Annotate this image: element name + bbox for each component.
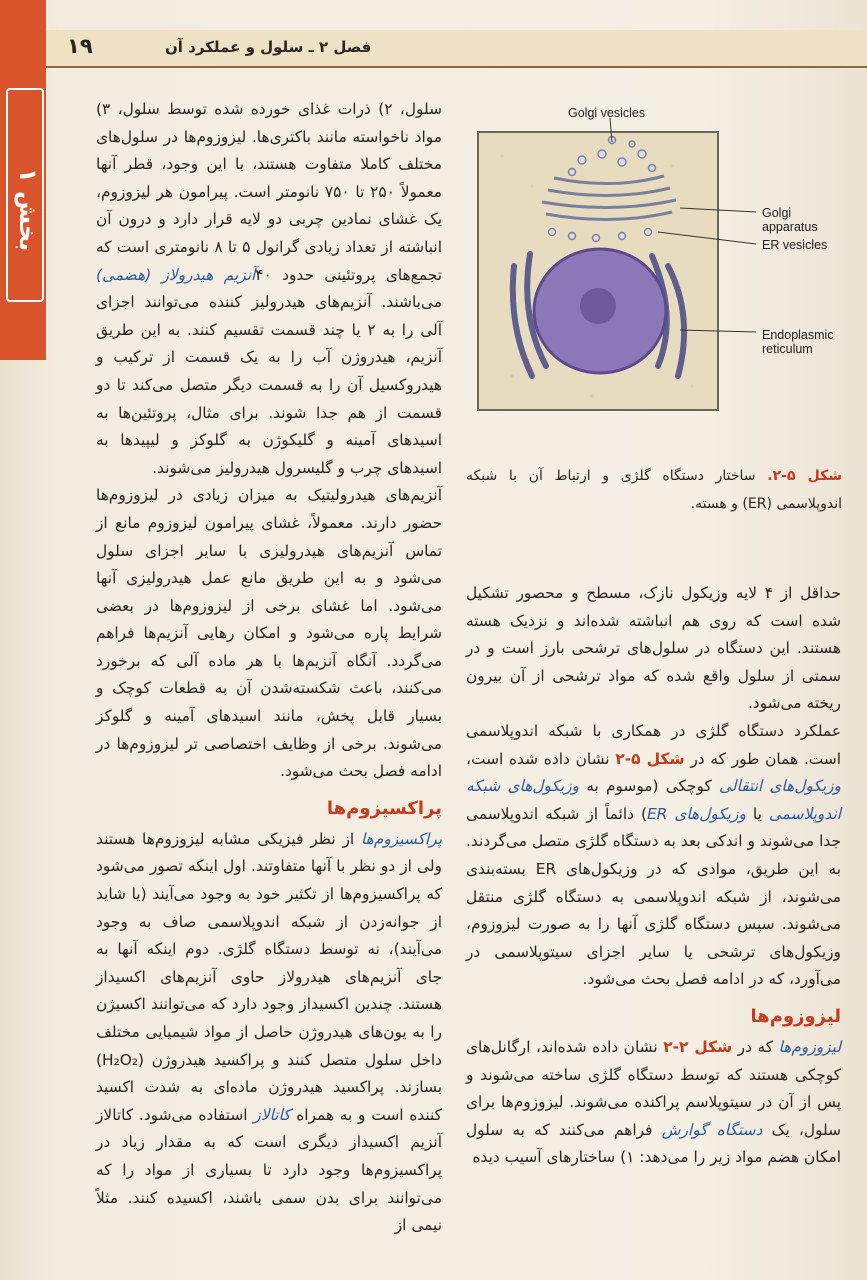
left-paragraph-1	[96, 96, 442, 482]
er-label-2: reticulum	[762, 342, 813, 356]
text-run: عملکرد دستگاه گلژی در همکاری با شبکه اندوپلاسمی است. همان طور که در	[466, 721, 842, 768]
right-paragraph-2	[466, 718, 841, 994]
term-er-vesicles-2: وزیکول‌های ER	[646, 804, 746, 823]
text-run: که در	[732, 1037, 779, 1056]
right-paragraph-1: حداقل از ۴ لایه وزیکول نازک، مسطح و محصور تشکیل شده است که روی هم انباشته شده‌اند و نزدیک هسته هستند. این دستگاه در سلول‌های ترشحی بارز است و در سمتی از سلول واقع شده که مواد ترشحی از آن بیرون ریخته می‌شود.	[466, 584, 841, 713]
er-vesicles-label: ER vesicles	[762, 238, 828, 252]
golgi-figure	[472, 96, 842, 426]
text-run: نشان داده شده است،	[466, 749, 616, 768]
golgi-apparatus-label-1: Golgi	[762, 206, 792, 220]
section-tab-label: بخش ۱	[14, 168, 42, 252]
term-digestive-system: دستگاه گوارش	[661, 1120, 763, 1139]
section-title-lysosomes: لیزوزوم‌ها	[750, 1005, 841, 1027]
er-label-1: Endoplasmic	[762, 328, 834, 342]
left-column	[96, 96, 442, 1240]
section-title-peroxisomes: پراکسیزوم‌ها	[326, 797, 442, 819]
golgi-illustration	[472, 96, 842, 426]
term-lysosomes: لیزوزوم‌ها	[778, 1037, 842, 1056]
term-transport-vesicles: وزیکول‌های انتقالی	[718, 777, 841, 796]
text-run: کوچکی (موسوم به	[579, 777, 719, 796]
text-run: سلول، ۲) ذرات غذای خورده شده توسط سلول، ۳) مواد ناخواسته مانند باکتری‌ها. لیزوزوم‌ها در سلول‌های مختلف کاملا متفاوت هستند، با این وجود، قطر آنها معمولاً ۲۵۰ تا ۷۵۰ نانومتر است. پیرامون هر لیزوزوم، یک غشای نمادین چربی دو لایه قرار دارد و درون آن انباشته از تعداد زیادی گرانول ۵ تا ۸ نانومتری است که تجمع‌های پروتئینی حدود ۴۰	[96, 100, 442, 284]
text-run: می‌باشند. آنزیم‌های هیدرولیز کننده می‌توانند اجزای آلی را به ۲ یا چند قسمت تقسیم کنند. به این طریق آنزیم، هیدروژن آب را به یک قسمت از ترکیب و هیدروکسیل آن را به قسمت دیگر متصل می‌کند تا دو قسمت از هم جدا شوند. برای مثال، پروتئین‌ها به اسیدهای آمینه و گلیکوژن به گلوکز و لیپیدها به اسیدهای چرب و گلیسرول هیدرولیز می‌شوند.	[96, 293, 443, 477]
page-header	[45, 30, 867, 68]
term-hydrolase: آنزیم هیدرولاز (هضمی)	[96, 265, 256, 284]
text-run: فراهم می‌کنند که به سلول امکان هضم مواد زیر را می‌دهد: ۱) ساختارهای آسیب دیده	[466, 1120, 841, 1167]
figure-caption-text: ساختار دستگاه گلژی و ارتباط آن با شبکه اندوپلاسمی (ER) و هسته.	[466, 468, 842, 512]
golgi-apparatus-label-2: apparatus	[762, 220, 818, 234]
page-number: ۱۹	[67, 34, 93, 58]
text-run: ) دائماً از شبکه اندوپلاسمی جدا می‌شوند و اندکی بعد به دستگاه گلژی متصل می‌گردند. به این طریق، موادی که در وزیکول‌های ER بسته‌بندی می‌شوند، از شبکه اندوپلاسمی به دستگاه گلژی منتقل می‌شوند. سپس دستگاه گلژی آنها را به صورت لیزوزوم، وزیکول‌های ترشحی یا سایر اجزای سیتوپلاسمی در می‌آورد، که در ادامه فصل بحث می‌شود.	[466, 804, 841, 989]
term-er-vesicles: وزیکول‌های شبکه اندوپلاسمی	[466, 777, 842, 823]
nucleolus	[580, 288, 616, 324]
chapter-title: فصل ۲ ـ سلول و عملکرد آن	[165, 38, 372, 56]
left-paragraph-2: آنزیم‌های هیدرولیتیک به میزان زیادی در لیزوزوم‌ها حضور دارند. معمولاً، غشای پیرامون لیزوزوم مانع از تماس آنزیم‌های هیدرولیزی با سایر اجزای سلول می‌شود و به این طریق مانع عمل هیدرولیزی آنها می‌شود. اما غشای برخی از لیزوزوم‌ها در بعضی شرایط پاره می‌شود و امکان رهایی آنزیم‌ها فراهم می‌گردد. آنگاه آنزیم‌ها با هر ماده آلی که برخورد می‌کنند، باعث شکسته‌شدن آن به قطعات کوچک و بسیار قابل پخش، مانند اسیدهای آمینه و گلوکز می‌شوند. برخی از وظایف اختصاصی تر لیزوزوم‌ها در ادامه فصل بحث می‌شود.	[96, 486, 442, 781]
term-catalase: کاتالاز	[253, 1105, 291, 1124]
figure-caption	[466, 462, 842, 518]
text-run: از نظر فیزیکی مشابه لیزوزوم‌ها هستند ولی از دو نظر با آنها متفاوتند. اول اینکه تصور می‌شود که پراکسیزوم‌ها از تکثیر خود به وجود می‌آیند (یا شاید از جوانه‌زدن از شبکه اندوپلاسمی صاف به وجود می‌آیند)، نه توسط دستگاه گلژی. دوم اینکه آنها به جای آنزیم‌های هیدرولاز حاوی آنزیم‌های اکسیداز هستند. چندین اکسیداز وجود دارد که می‌توانند اکسیژن را به یون‌های هیدروژن حاصل از مواد شیمیایی مختلف داخل سلول متصل کنند و پراکسید هیدروژن (H₂O₂) بسازند. پراکسید هیدروژن ماده‌ای به شدت اکسید کننده است و به همراه	[96, 829, 442, 1124]
figure-caption-label: شکل ۵-۲.	[767, 468, 843, 484]
golgi-vesicles-label: Golgi vesicles	[568, 106, 646, 120]
right-paragraph-3	[466, 1034, 841, 1172]
left-paragraph-3	[96, 826, 442, 1240]
section-tab	[0, 0, 46, 360]
figure-ref-link[interactable]: شکل ۵-۲	[615, 749, 685, 768]
text-run: استفاده می‌شود. کاتالاز آنزیم اکسیداز دیگری است که به مقدار زیاد در پراکسیزوم‌ها وجود دارد تا بسیاری از مواد را که می‌توانند برای بدن سمی باشند، اکسیده کنند. مثلاً نیمی از	[96, 1105, 442, 1235]
term-peroxisomes: پراکسیزوم‌ها	[360, 829, 442, 848]
right-column	[466, 580, 841, 1172]
figure-ref-link[interactable]: شکل ۲-۲	[663, 1037, 733, 1056]
text-run: یا	[745, 804, 769, 823]
text-run: نشان داده شده‌اند، ارگانل‌های کوچکی هستند که توسط دستگاه گلژی ساخته می‌شوند و پس از آن در سیتوپلاسم پراکنده می‌شوند. لیزوزوم‌ها برای سلول، یک	[466, 1037, 842, 1139]
